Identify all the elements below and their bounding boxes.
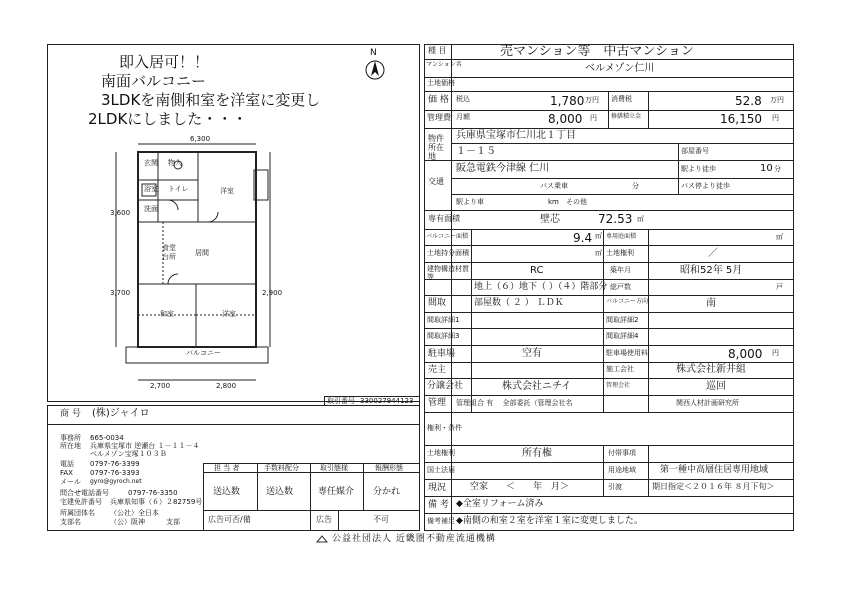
company-tel: 0797-76-3399 <box>90 460 140 468</box>
parking-label: 駐車場 <box>428 349 456 359</box>
mgmt-company-type: 巡回 <box>706 381 726 392</box>
sale-company-value: 株式会社ニチイ <box>502 381 572 392</box>
parking-fee-yen: 円 <box>772 349 779 357</box>
parking-fee-label: 駐車場使用料 <box>606 349 648 357</box>
parking-value: 空有 <box>522 348 542 359</box>
price-sub: 税込 <box>456 95 470 103</box>
balcony-area-label: バルコニー面積 <box>426 233 469 240</box>
other-label: その他 <box>566 198 587 206</box>
land-rights-value: 所有権 <box>522 448 552 459</box>
zoning-label: 用途地域 <box>608 466 636 474</box>
association-logo-icon <box>316 534 328 544</box>
rights-label: 権利・条件 <box>427 424 462 432</box>
license-label: 宅建免許番号 <box>60 498 102 506</box>
office-postal: 665-0034 <box>90 434 124 442</box>
company-contact: 0797-76-3350 <box>128 489 178 497</box>
north-label: N <box>370 48 377 58</box>
management-company: 関西人材計画研究所 <box>676 399 739 407</box>
walk-label: 駅より徒歩 <box>681 165 716 173</box>
room-label-bath: 浴室 <box>144 185 158 193</box>
delivery-value: 期日指定＜２０１６年 ８月下旬＞ <box>652 482 775 491</box>
room-label-entrance: 玄関 <box>144 159 158 167</box>
management-label: 管理 <box>428 398 447 408</box>
terms-value-2: 送込数 <box>266 487 294 497</box>
room-no-label: 部屋番号 <box>681 147 709 155</box>
dimension-bottom-2: 2,800 <box>216 382 237 390</box>
address-value: 兵庫県宝塚市仁川北１丁目 <box>456 130 576 141</box>
company-address-1: 兵庫県宝塚市 逆瀬台 １－１１－４ <box>90 442 200 450</box>
address-label: 所在地 <box>60 442 81 450</box>
land-share-unit: ㎡ <box>595 249 602 257</box>
room-label-living: 居間 <box>195 249 209 257</box>
transaction-number: 330027944123 <box>360 397 414 405</box>
land-right-label: 土地権利 <box>606 249 634 257</box>
dimension-top: 6,300 <box>190 135 211 143</box>
tel-label: 電話 <box>60 460 74 468</box>
area-value: 72.53 <box>598 212 633 226</box>
detail1-label: 間取詳細1 <box>427 316 460 324</box>
room-label-western: 洋室 <box>220 187 234 195</box>
room-label-kitchen: 台所 <box>162 253 176 261</box>
walk-min: 分 <box>774 165 781 173</box>
terms-value-3: 専任媒介 <box>318 487 355 497</box>
delivery-label: 引渡 <box>608 483 622 491</box>
mgmt-fee-value: 8,000 <box>548 112 583 126</box>
direction-value: 南 <box>706 298 716 309</box>
management-type: 管理組合 有 全部委託（管理会社名 <box>456 399 573 407</box>
remarks-value: ◆全室リフォーム済み <box>456 499 544 509</box>
listing-title: 売マンション等 中古マンション <box>500 44 694 59</box>
mgmt-fee-sub: 月額 <box>456 113 470 121</box>
headline-3: 3LDKを南側和室を洋室に変更し <box>101 91 321 109</box>
company-fax: 0797-76-3393 <box>90 469 140 477</box>
company-branch: （公）阪神 支部 <box>110 518 180 526</box>
tax-unit: 万円 <box>770 96 784 104</box>
kind-label: 種 目 <box>428 46 447 55</box>
station-value: 阪急電鉄今津線 仁川 <box>456 163 550 174</box>
built-label: 築年月 <box>610 266 631 274</box>
status-label: 現況 <box>428 483 447 493</box>
headline-4: 2LDKにしました・・・ <box>88 110 248 128</box>
structure-value: RC <box>530 265 544 276</box>
association-label: 所属団体名 <box>60 509 95 517</box>
land-right-value: ／ <box>708 248 718 259</box>
terms-header-2: 手数料配分 <box>264 464 299 472</box>
room-label-dining: 食堂 <box>162 244 176 252</box>
headline-1: 即入居可！！ <box>119 53 210 71</box>
remarks-label: 備 考 <box>428 500 449 510</box>
office-label: 事務所 <box>60 434 81 442</box>
parking-fee-value: 8,000 <box>728 347 763 361</box>
terms-header-4: 報酬形態 <box>375 464 403 472</box>
fax-label: FAX <box>60 469 73 477</box>
headline-2: 南面バルコニー <box>101 72 207 90</box>
terms-footer-3: 不可 <box>373 515 389 524</box>
remarks-supplement-value: ◆南側の和室２室を洋室１室に変更しました。 <box>456 516 643 526</box>
dimension-right: 2,900 <box>262 289 283 297</box>
bus-walk-label: バス停より徒歩 <box>681 182 730 190</box>
company-address-2: ベルメゾン宝塚１０３Ｂ <box>90 450 167 458</box>
repair-fund-yen: 円 <box>772 114 779 122</box>
terms-footer-1: 広告可否/備 <box>208 515 251 524</box>
detail4-label: 間取詳細4 <box>606 332 639 340</box>
car-label: 駅より車 <box>456 198 484 206</box>
sale-company-label: 分譲会社 <box>427 381 464 391</box>
repair-fund-label: 修繕積立金 <box>611 113 642 120</box>
detail2-label: 間取詳細2 <box>606 316 639 324</box>
layout-label: 間取 <box>428 298 447 308</box>
room-label-closet: 物入 <box>168 159 182 167</box>
km-unit: km <box>548 198 559 206</box>
notes-label: 付帯事項 <box>608 449 636 457</box>
room-label-balcony: バルコニー <box>186 349 221 357</box>
status-value: 空家 ＜ 年 月＞ <box>470 482 570 492</box>
room-label-western-2: 洋室 <box>222 310 236 318</box>
company-mail: gyro@gyroch.net <box>90 478 142 485</box>
price-note-label: 土地価格 <box>427 79 455 87</box>
company-association: （公社）全日本 <box>110 509 159 517</box>
transport-label: 交通 <box>428 177 444 186</box>
mgmt-fee-yen: 円 <box>590 114 597 122</box>
mansion-label: マンション名 <box>426 61 462 68</box>
layout-value: 部屋数（ ２ ） ＬＤＫ <box>474 298 564 308</box>
mgmt-fee-label: 管理費 <box>427 113 451 122</box>
dimension-bottom-1: 2,700 <box>150 382 171 390</box>
land-rights-label: 土地権利 <box>427 449 455 457</box>
balcony-area-unit: ㎡ <box>595 232 602 240</box>
mgmt-company-label: 管理会社 <box>606 382 631 389</box>
remarks-supplement-label: 備考補足 <box>427 517 455 525</box>
area-label: 専有面積 <box>428 214 460 223</box>
room-label-washroom: 洗面 <box>144 205 158 213</box>
direction-label: バルコニー方向 <box>606 298 649 305</box>
bus-label: バス乗車 <box>540 182 568 190</box>
structure-label: 建物構造材質等 <box>427 265 469 281</box>
lot-value: １－１５ <box>456 146 496 157</box>
terms-value-4: 分かれ <box>373 487 401 497</box>
private-garden-label: 専用庭面積 <box>606 233 637 240</box>
room-label-japanese: 和室 <box>160 310 174 318</box>
tax-value: 52.8 <box>735 94 762 108</box>
balcony-area-value: 9.4 <box>573 231 593 245</box>
floors-value: 地上（６）地下（ ）（４）階部分 <box>474 282 608 292</box>
builder-value: 株式会社新井組 <box>676 364 746 375</box>
company-license: 兵庫県知事（６）２82759号 <box>110 498 203 506</box>
mail-label: メール <box>60 478 81 486</box>
builder-label: 施工会社 <box>606 365 634 373</box>
contact-label: 問合せ電話番号 <box>60 489 109 497</box>
company-name-label: 商 号 <box>60 409 81 419</box>
owner-label: 売主 <box>428 365 447 375</box>
bus-min: 分 <box>632 182 639 190</box>
area-unit: ㎡ <box>637 215 644 223</box>
price-label: 価 格 <box>428 95 449 105</box>
terms-value-1: 送込数 <box>213 487 241 497</box>
company-name: (株)ジャイロ <box>92 408 150 419</box>
north-arrow-icon <box>364 59 386 81</box>
transaction-number-label: 取引番号 <box>327 397 355 405</box>
location-label: 物件所在地 <box>428 134 444 161</box>
zoning-value: 第一種中高層住居専用地域 <box>660 465 769 475</box>
footer-association: 公益社団法人 近畿圏不動産流通機構 <box>332 534 496 544</box>
dimension-left-1: 3,600 <box>110 209 131 217</box>
units-unit: 戸 <box>776 283 783 291</box>
price-value: 1,780 <box>550 94 585 108</box>
built-value: 昭和52年 5月 <box>680 265 743 276</box>
room-label-toilet: トイレ <box>168 185 189 193</box>
land-share-label: 土地持分面積 <box>427 249 469 257</box>
terms-header-1: 担 当 者 <box>214 464 240 472</box>
area-type: 壁芯 <box>540 214 560 225</box>
law-label: 国土法届 <box>427 466 455 474</box>
units-label: 総戸数 <box>610 283 631 291</box>
branch-label: 支部名 <box>60 518 81 526</box>
mansion-name: ベルメゾン仁川 <box>585 63 655 74</box>
repair-fund-value: 16,150 <box>720 112 762 126</box>
terms-header-3: 取引態様 <box>320 464 348 472</box>
price-unit: 万円 <box>585 96 599 104</box>
walk-value: 10 <box>760 163 773 174</box>
terms-footer-2: 広告 <box>316 515 332 524</box>
dimension-left-2: 3,700 <box>110 289 131 297</box>
private-garden-unit: ㎡ <box>776 233 783 241</box>
detail3-label: 間取詳細3 <box>427 332 460 340</box>
tax-label: 消費税 <box>611 95 632 103</box>
